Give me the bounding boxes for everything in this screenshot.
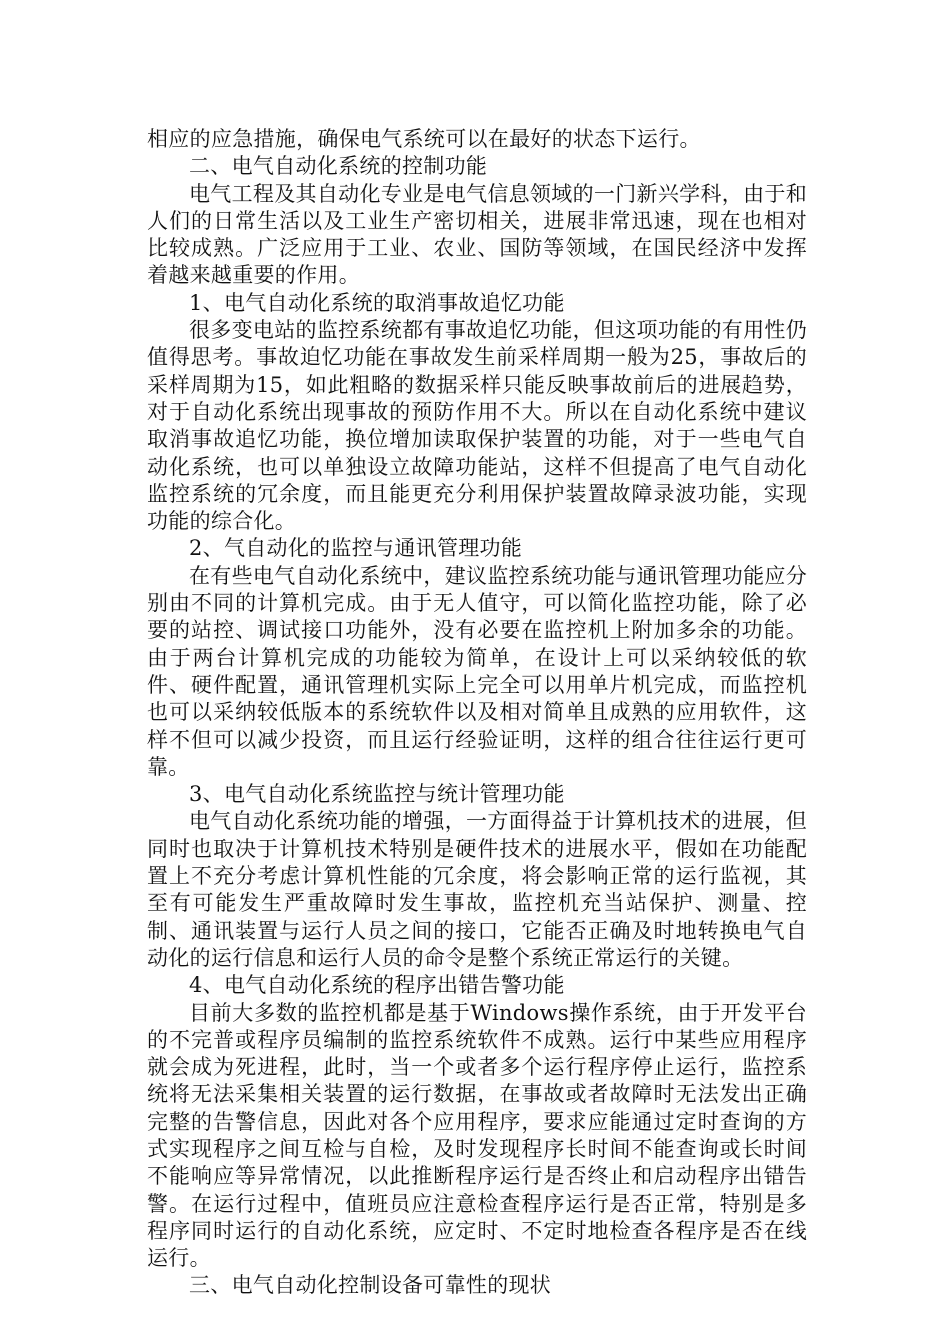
paragraph: 很多变电站的监控系统都有事故追忆功能，但这项功能的有用性仍值得思考。事故迫忆功能在事故发生前采样周期一般为25，事故后的采样周期为15，如此粗略的数据采样只能反映事故前后的进展趋势，对于自动化系统出现事故的预防作用不大。所以在自动化系统中建议取消事故追忆功能，换位增加读取保护装置的功能，对于一些电气自动化系统，也可以单独设立故障功能站，这样不但提高了电气自动化监控系统的冗余度，而且能更充分利用保护装置故障录波功能，实现功能的综合化。 [147,318,807,534]
paragraph: 电气自动化系统功能的增强，一方面得益于计算机技术的进展，但同时也取决于计算机技术特别是硬件技术的进展水平，假如在功能配置上不充分考虑计算机性能的冗余度，将会影响正常的运行监视，其至有可能发生严重故障时发生事故，监控机充当站保护、测量、控制、通讯装置与运行人员之间的接口，它能否正确及时地转换电气自动化的运行信息和运行人员的命令是整个系统正常运行的关键。 [147,809,807,970]
paragraph-continuation: 相应的应急措施，确保电气系统可以在最好的状态下运行。 [147,127,701,151]
section-heading-2: 二、电气自动化系统的控制功能 [189,154,488,179]
subsection-heading-2: 2、气自动化的监控与通讯管理功能 [189,536,523,561]
document-body [147,126,807,1300]
subsection-heading-1: 1、电气自动化系统的取消事故追忆功能 [189,290,565,315]
subsection-heading-3: 3、电气自动化系统监控与统计管理功能 [189,782,565,807]
paragraph: 目前大多数的监控机都是基于Windows操作系统，由于开发平台的不完普或程序员编制的监控系统软件不成熟。运行中某些应用程序就会成为死进程，此时，当一个或者多个运行程序停止运行，监控系统将无法采集相关装置的运行数据，在事故或者故障时无法发出正确完整的告警信息，因此对各个应用程序，要求应能通过定时查询的方式实现程序之间互检与自检，及时发现程序长时间不能查询或长时间不能响应等异常情况，以此推断程序运行是否终止和启动程序出错告警。在运行过程中，值班员应注意检查程序运行是否正常，特别是多程序同时运行的自动化系统，应定时、不定时地检查各程序是否在线运行。 [147,1000,807,1271]
paragraph: 电气工程及其自动化专业是电气信息领域的一门新兴学科，由于和人们的日常生活以及工业生产密切相关，进展非常迅速，现在也相对比较成熟。广泛应用于工业、农业、国防等领域，在国民经济中发挥着越来越重要的作用。 [147,181,807,288]
subsection-heading-4: 4、电气自动化系统的程序出错告警功能 [189,973,565,998]
section-heading-3: 三、电气自动化控制设备可靠性的现状 [189,1273,552,1298]
paragraph: 在有些电气自动化系统中，建议监控系统功能与通讯管理功能应分别由不同的计算机完成。由于无人值守，可以简化监控功能，除了必要的站控、调试接口功能外，没有必要在监控机上附加多余的功能。由于两台计算机完成的功能较为简单，在设计上可以采纳较低的软件、硬件配置，通讯管理机实际上完全可以用单片机完成，而监控机也可以采纳较低版本的系统软件以及相对简单且成熟的应用软件，这样不但可以减少投资，而且运行经验证明，这样的组合往往运行更可靠。 [147,563,807,779]
